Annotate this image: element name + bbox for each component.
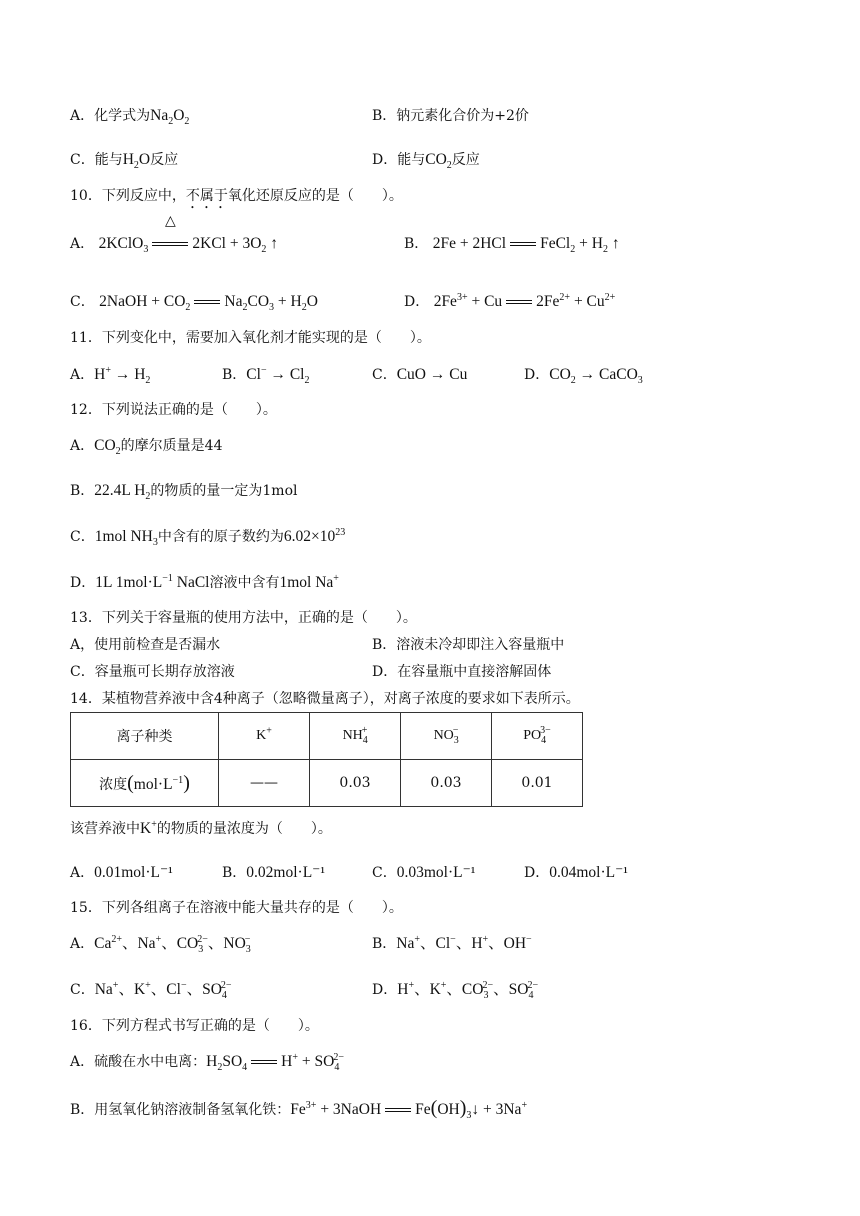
option-label: D． bbox=[524, 865, 550, 881]
quantity-nacl: 1L $1mol\cdot L^{-1}$ NaCl bbox=[95, 572, 210, 591]
option-label: A．化学式为 bbox=[70, 108, 151, 124]
q14-option-d bbox=[524, 863, 628, 883]
stem-text: 10．下列反应中， bbox=[70, 188, 186, 204]
formula-co2: $CO_2$ bbox=[425, 151, 452, 172]
option-text: B．用氢氧化钠溶液制备氢氧化铁： bbox=[70, 1102, 291, 1118]
option-value: 0.03mol·L⁻¹ bbox=[396, 864, 476, 881]
q12-stem: 12．下列说法正确的是（ ）。 bbox=[70, 402, 277, 418]
q15-option-b bbox=[372, 934, 532, 954]
quantity-na: 1mol Na+ bbox=[279, 572, 339, 591]
q15-option-a bbox=[70, 934, 250, 954]
equation-ionization: $H_2SO_4$ $H^+ + SO_4^{2-}$ bbox=[206, 1051, 344, 1074]
q16-option-b bbox=[70, 1098, 527, 1120]
q11-option-d bbox=[524, 365, 643, 385]
q14-option-a bbox=[70, 863, 173, 883]
option-label: A． bbox=[70, 865, 95, 881]
option-label: B． bbox=[222, 865, 247, 881]
q12-option-c bbox=[70, 527, 345, 547]
q10-option-c bbox=[70, 292, 318, 312]
q14-question bbox=[70, 819, 332, 839]
q9-option-d bbox=[372, 150, 480, 170]
q11-stem: 11．下列变化中，需要加入氧化剂才能实现的是（ ）。 bbox=[70, 330, 431, 346]
ion-group-b: Na+、Cl−、H+、OH− bbox=[396, 933, 532, 952]
avogadro-number: $6.02\times 10^{23}$ bbox=[283, 526, 346, 545]
option-label: D． bbox=[70, 575, 96, 591]
q9-option-c bbox=[70, 150, 178, 170]
table-cell-nh4: 0.03 bbox=[310, 760, 401, 807]
option-label: B． bbox=[222, 367, 247, 383]
option-label: C． bbox=[372, 865, 397, 881]
formula-na2o2: $Na_2O_2$ bbox=[150, 107, 190, 128]
table-header-k: K+ bbox=[219, 713, 310, 760]
q14-option-c bbox=[372, 863, 475, 883]
stem-text: 氧化还原反应的是（ ）。 bbox=[227, 188, 403, 204]
q13-stem: 13．下列关于容量瓶的使用方法中，正确的是（ ）。 bbox=[70, 610, 417, 626]
q11-option-a bbox=[70, 365, 150, 385]
option-label: A． bbox=[70, 236, 95, 252]
table-label-concentration bbox=[71, 760, 219, 807]
q13-option-a: A，使用前检查是否漏水 bbox=[70, 637, 221, 653]
question-text: 该营养液中 bbox=[70, 821, 140, 837]
change-a: $H^+ \to H_2$ bbox=[94, 364, 151, 387]
q15-stem: 15．下列各组离子在溶液中能大量共存的是（ ）。 bbox=[70, 900, 403, 916]
q14-option-b bbox=[222, 863, 325, 883]
table-header-no3: $NO_3^-$ bbox=[401, 713, 492, 760]
q10-option-b bbox=[404, 234, 620, 254]
option-text: 中含有的原子数约为 bbox=[157, 529, 284, 545]
option-label: A． bbox=[70, 367, 95, 383]
q12-option-b bbox=[70, 481, 297, 501]
option-label: B． bbox=[372, 936, 397, 952]
q12-option-a bbox=[70, 436, 223, 456]
q11-option-b bbox=[222, 365, 310, 385]
q10-option-a bbox=[70, 214, 279, 256]
change-c: CuO → Cu bbox=[396, 366, 468, 383]
option-label: C． bbox=[70, 294, 95, 310]
emphasis-text: 不属于 bbox=[185, 188, 228, 204]
table-header-nh4: $NH_4^+$ bbox=[310, 713, 401, 760]
q13-option-b: B．溶液未冷却即注入容量瓶中 bbox=[372, 637, 565, 653]
option-value: 0.02mol·L⁻¹ bbox=[246, 864, 325, 881]
option-label: D． bbox=[372, 982, 398, 998]
q15-option-d bbox=[372, 980, 538, 1000]
formula-co2: $CO_2$ bbox=[94, 437, 121, 458]
option-label: B． bbox=[404, 236, 429, 252]
q16-option-a bbox=[70, 1052, 344, 1072]
option-text: 的摩尔质量是44 bbox=[120, 438, 223, 454]
option-label: A． bbox=[70, 936, 95, 952]
option-value: 0.04mol·L⁻¹ bbox=[549, 864, 628, 881]
ion-group-d: H+、K+、$CO_3^{2-}$、$SO_4^{2-}$ bbox=[397, 979, 539, 1002]
equation-c: 2NaOH + $CO_2$ $Na_2CO_3 + H_2O$ bbox=[99, 293, 318, 314]
option-text: A．硫酸在水中电离： bbox=[70, 1054, 207, 1070]
quantity-h2: 22.4L $H_2$ bbox=[94, 482, 151, 503]
q13-option-d: D．在容量瓶中直接溶解固体 bbox=[372, 664, 552, 680]
equation-b: 2Fe + 2HCl FeCl$_2$ + $H_2$ ↑ bbox=[432, 235, 620, 256]
table-row bbox=[71, 760, 583, 807]
q9-option-b: B．钠元素化合价为+2价 bbox=[372, 108, 529, 124]
formula-h2o: $H_2O$ bbox=[122, 151, 151, 172]
option-text: 溶液中含有 bbox=[209, 575, 280, 591]
quantity-nh3: 1mol $NH_3$ bbox=[94, 528, 158, 549]
table-header-po4: $PO_4^{3-}$ bbox=[492, 713, 583, 760]
equation-a: 2KClO$_3$ △ $2KCl + 3O_2$ ↑ bbox=[98, 214, 279, 256]
option-suffix: 反应 bbox=[451, 152, 480, 168]
option-label: C．能与 bbox=[70, 152, 123, 168]
option-text: 的物质的量一定为1mol bbox=[150, 483, 298, 499]
q10-option-d bbox=[404, 292, 615, 312]
question-text: 的物质的量浓度为（ ）。 bbox=[156, 821, 332, 837]
table-row bbox=[71, 713, 583, 760]
ion-group-c: Na+、K+、Cl−、$SO_4^{2-}$ bbox=[94, 979, 232, 1002]
q13-option-c: C．容量瓶可长期存放溶液 bbox=[70, 664, 235, 680]
option-suffix: 反应 bbox=[150, 152, 179, 168]
ion-concentration-table bbox=[70, 712, 583, 807]
option-label: A． bbox=[70, 438, 95, 454]
option-label: D．能与 bbox=[372, 152, 426, 168]
q14-stem: 14．某植物营养液中含4种离子（忽略微量离子），对离子浓度的要求如下表所示。 bbox=[70, 691, 580, 707]
option-label: D． bbox=[404, 294, 430, 310]
concentration-unit: $(mol\cdot L^{-1})$ bbox=[127, 771, 190, 794]
ion-group-a: $Ca^{2+}$、Na+、$CO_3^{2-}$、$NO_3^-$ bbox=[94, 933, 251, 956]
option-label: B． bbox=[70, 483, 95, 499]
q16-stem: 16．下列方程式书写正确的是（ ）。 bbox=[70, 1018, 319, 1034]
option-label: C． bbox=[372, 367, 397, 383]
q12-option-d bbox=[70, 573, 339, 593]
change-b: $Cl^- \to Cl_2$ bbox=[246, 364, 310, 387]
q15-option-c bbox=[70, 980, 232, 1000]
concentration-label: 浓度 bbox=[99, 776, 128, 793]
option-value: 0.01mol·L⁻¹ bbox=[94, 864, 173, 881]
ion-k: K+ bbox=[140, 818, 157, 837]
equation-precipitation: $Fe^{3+}$ + 3NaOH $Fe(OH)_3↓ + 3Na^+$ bbox=[290, 1097, 528, 1122]
table-cell-no3: 0.03 bbox=[401, 760, 492, 807]
option-label: C． bbox=[70, 529, 95, 545]
change-d: $CO_2$ → CaCO$_3$ bbox=[549, 366, 643, 387]
q10-stem bbox=[70, 186, 403, 212]
q11-option-c bbox=[372, 365, 467, 385]
option-label: C． bbox=[70, 982, 95, 998]
option-label: D． bbox=[524, 367, 550, 383]
equation-d: $2Fe^{3+} + Cu$ $2Fe^{2+} + Cu^{2+}$ bbox=[433, 291, 616, 310]
table-cell-po4: 0.01 bbox=[492, 760, 583, 807]
table-header-ion-type: 离子种类 bbox=[71, 713, 219, 760]
heat-symbol: △ bbox=[164, 214, 176, 229]
q9-option-a bbox=[70, 106, 189, 126]
table-cell-k: —— bbox=[219, 760, 310, 807]
